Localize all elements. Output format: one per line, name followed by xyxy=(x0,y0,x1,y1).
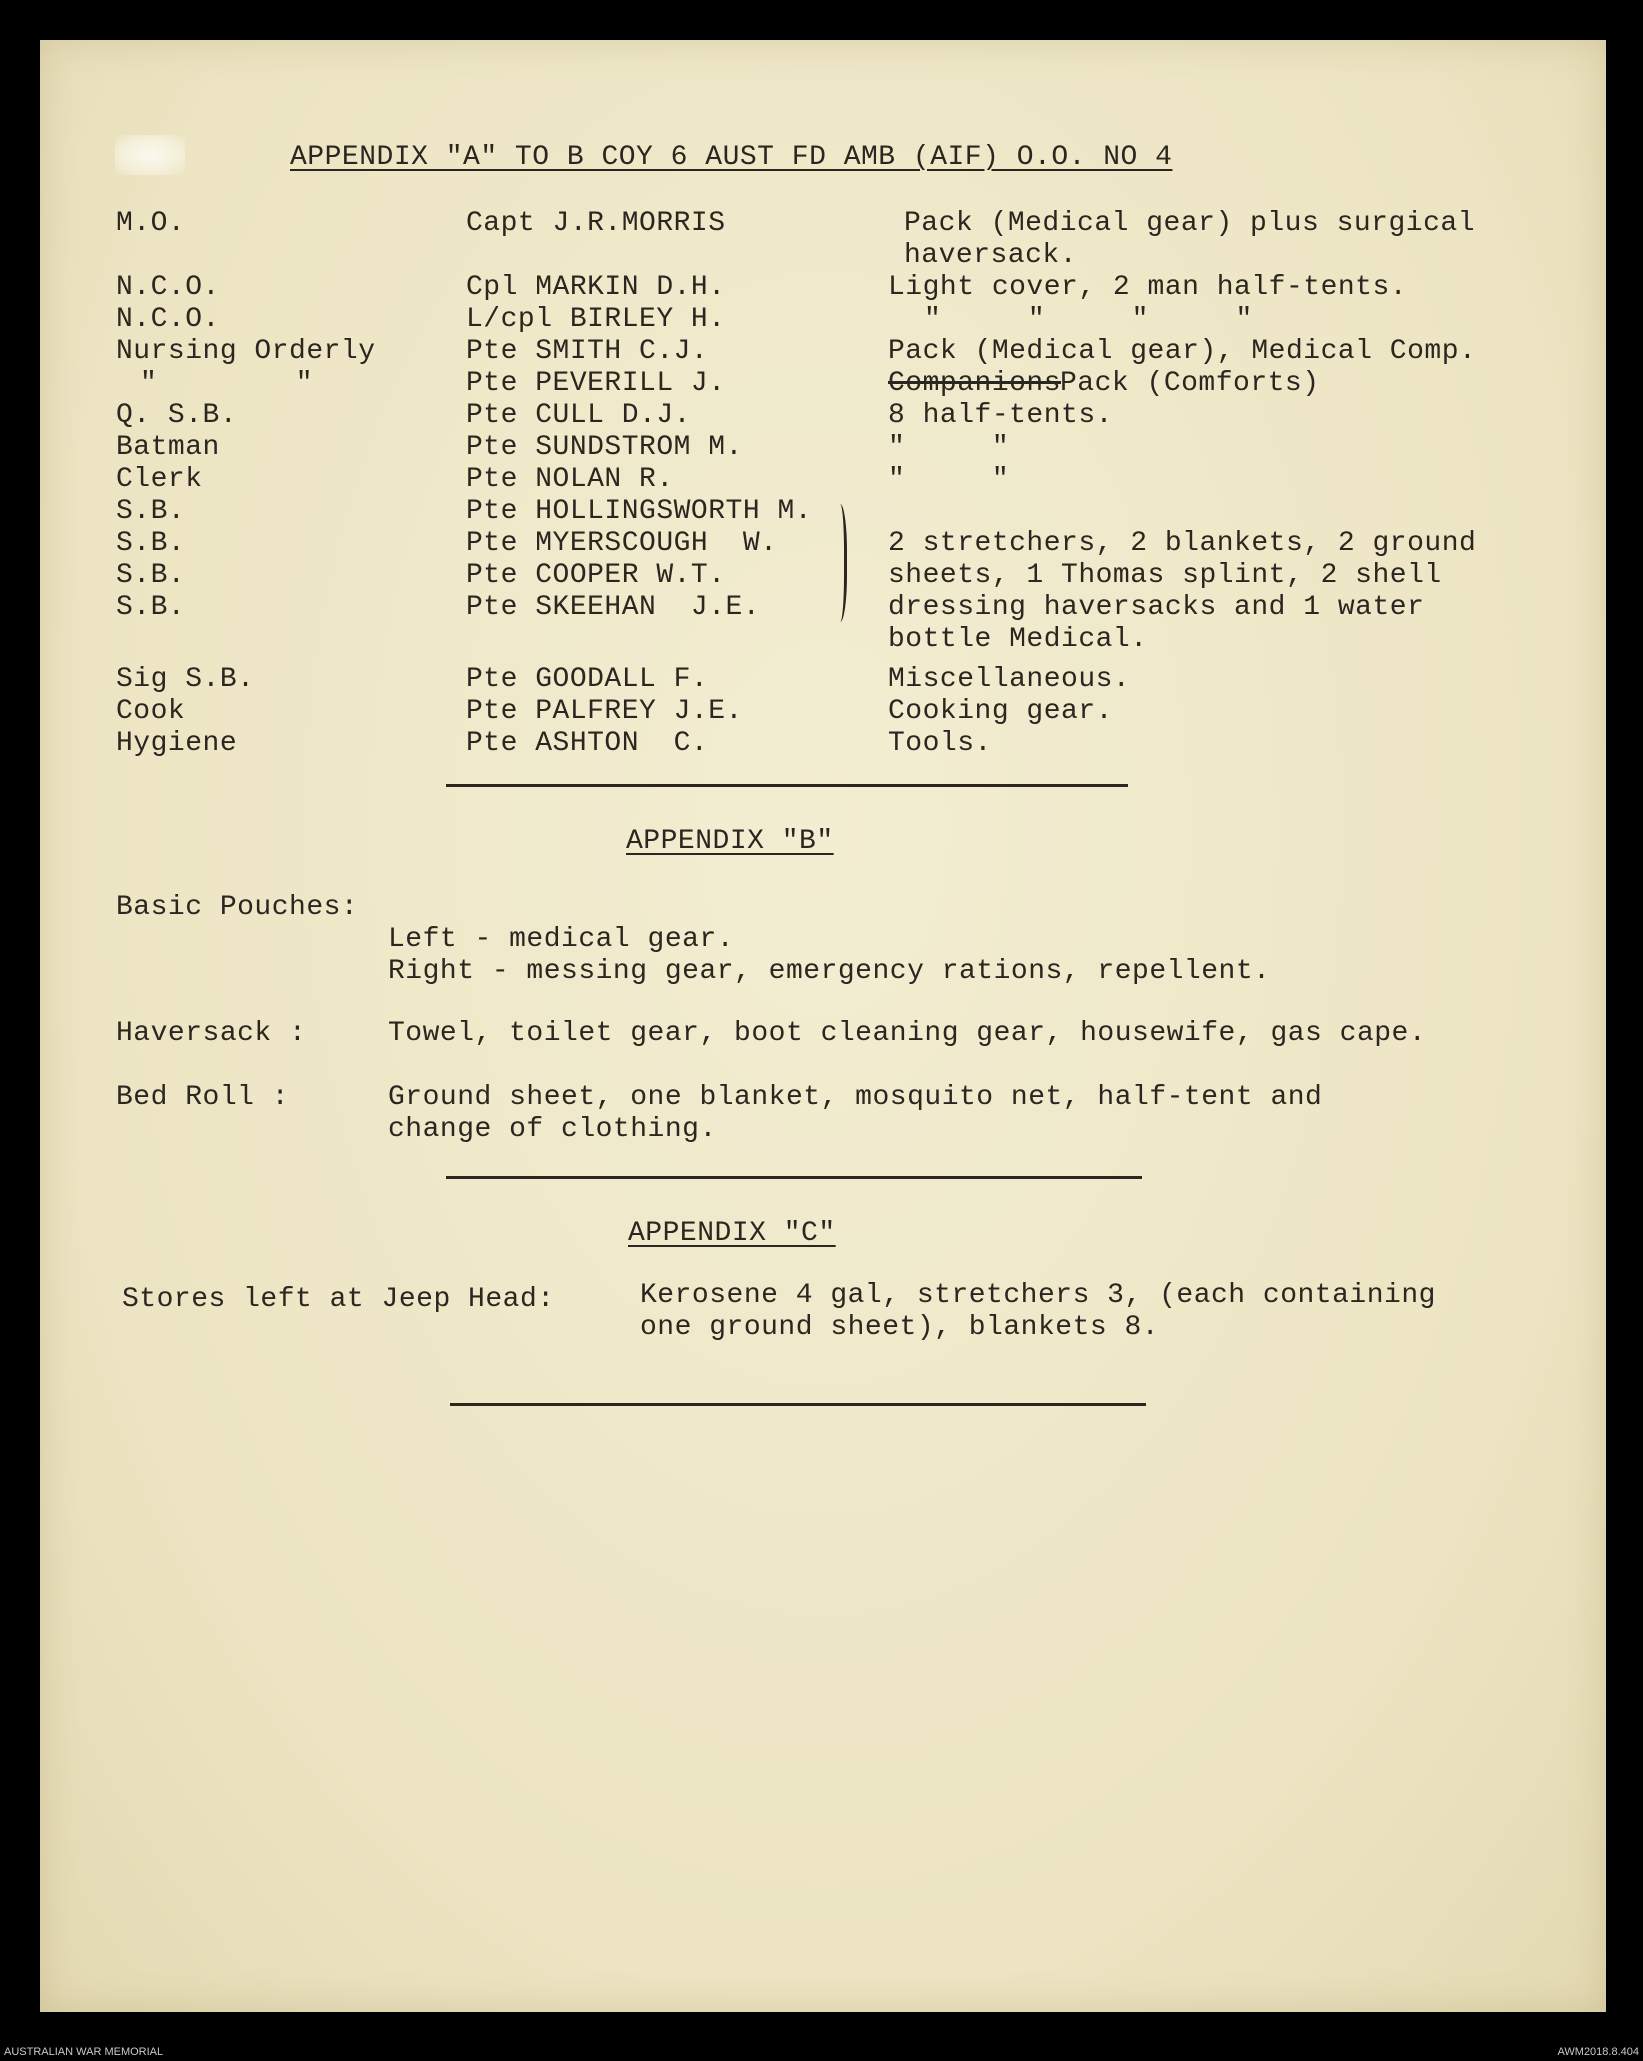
row-equipment: dressing haversacks and 1 water xyxy=(888,592,1425,623)
paper-blemish xyxy=(115,135,185,175)
row-role: M.O. xyxy=(116,208,186,239)
row-name: Pte SKEEHAN J.E. xyxy=(466,592,761,623)
section-divider xyxy=(446,1176,1142,1179)
row-name: Pte HOLLINGSWORTH M. xyxy=(466,496,813,527)
document-page xyxy=(40,40,1606,2012)
row-name: Pte GOODALL F. xyxy=(466,664,709,695)
row-role: S.B. xyxy=(116,592,186,623)
row-role: Cook xyxy=(116,696,186,727)
archive-reference: AWM2018.8.404 xyxy=(1557,2046,1639,2058)
bed-roll-contents-continued: change of clothing. xyxy=(388,1114,717,1145)
basic-pouches-label: Basic Pouches: xyxy=(116,892,359,923)
row-name: Cpl MARKIN D.H. xyxy=(466,272,726,303)
struck-out-text: Companions xyxy=(888,368,1062,399)
row-name: Pte NOLAN R. xyxy=(466,464,674,495)
row-equipment: Miscellaneous. xyxy=(888,664,1131,695)
section-divider xyxy=(450,1403,1146,1406)
row-equipment: 2 stretchers, 2 blankets, 2 ground xyxy=(888,528,1477,559)
stores-label: Stores left at Jeep Head: xyxy=(122,1284,555,1315)
row-role: Clerk xyxy=(116,464,203,495)
row-equipment: 8 half-tents. xyxy=(888,400,1113,431)
stores-contents: Kerosene 4 gal, stretchers 3, (each containing xyxy=(640,1280,1436,1311)
appendix-b-title: APPENDIX "B" xyxy=(626,826,834,857)
row-role: Nursing Orderly xyxy=(116,336,376,367)
row-name: Pte SMITH C.J. xyxy=(466,336,709,367)
row-equipment: Pack (Comforts) xyxy=(1060,368,1320,399)
row-name: L/cpl BIRLEY H. xyxy=(466,304,726,335)
row-equipment: " " " " xyxy=(924,304,1253,335)
row-name: Pte SUNDSTROM M. xyxy=(466,432,743,463)
row-equipment: bottle Medical. xyxy=(888,624,1148,655)
row-name: Capt J.R.MORRIS xyxy=(466,208,726,239)
row-role: Hygiene xyxy=(116,728,238,759)
row-name: Pte CULL D.J. xyxy=(466,400,691,431)
appendix-a-title: APPENDIX "A" TO B COY 6 AUST FD AMB (AIF) O.O. NO 4 xyxy=(290,142,1173,173)
archive-credit: AUSTRALIAN WAR MEMORIAL xyxy=(4,2046,164,2058)
row-name: Pte MYERSCOUGH W. xyxy=(466,528,778,559)
row-role: S.B. xyxy=(116,560,186,591)
row-name: Pte ASHTON C. xyxy=(466,728,709,759)
row-role: Batman xyxy=(116,432,220,463)
stores-contents-continued: one ground sheet), blankets 8. xyxy=(640,1312,1160,1343)
appendix-c-title: APPENDIX "C" xyxy=(628,1218,836,1249)
row-equipment: haversack. xyxy=(904,240,1078,271)
row-equipment: Pack (Medical gear) plus surgical xyxy=(904,208,1475,239)
bed-roll-contents: Ground sheet, one blanket, mosquito net, half-tent and xyxy=(388,1082,1323,1113)
row-name: Pte PEVERILL J. xyxy=(466,368,726,399)
haversack-contents: Towel, toilet gear, boot cleaning gear, housewife, gas cape. xyxy=(388,1018,1427,1049)
row-equipment: sheets, 1 Thomas splint, 2 shell xyxy=(888,560,1442,591)
row-role: Sig S.B. xyxy=(116,664,255,695)
row-role: " " xyxy=(140,368,314,399)
row-role: N.C.O. xyxy=(116,304,220,335)
row-role: S.B. xyxy=(116,496,186,527)
row-equipment: Cooking gear. xyxy=(888,696,1113,727)
section-divider xyxy=(446,784,1128,787)
row-role: N.C.O. xyxy=(116,272,220,303)
row-equipment: " " xyxy=(888,432,1010,463)
pouch-left: Left - medical gear. xyxy=(388,924,735,955)
bed-roll-label: Bed Roll : xyxy=(116,1082,290,1113)
pouch-right: Right - messing gear, emergency rations, repellent. xyxy=(388,956,1271,987)
row-role: Q. S.B. xyxy=(116,400,238,431)
row-equipment: Pack (Medical gear), Medical Comp. xyxy=(888,336,1477,367)
row-name: Pte PALFREY J.E. xyxy=(466,696,743,727)
row-name: Pte COOPER W.T. xyxy=(466,560,726,591)
row-equipment: Tools. xyxy=(888,728,992,759)
group-bracket xyxy=(830,504,847,622)
row-equipment: Light cover, 2 man half-tents. xyxy=(888,272,1408,303)
haversack-label: Haversack : xyxy=(116,1018,307,1049)
row-equipment: " " xyxy=(888,464,1010,495)
row-role: S.B. xyxy=(116,528,186,559)
